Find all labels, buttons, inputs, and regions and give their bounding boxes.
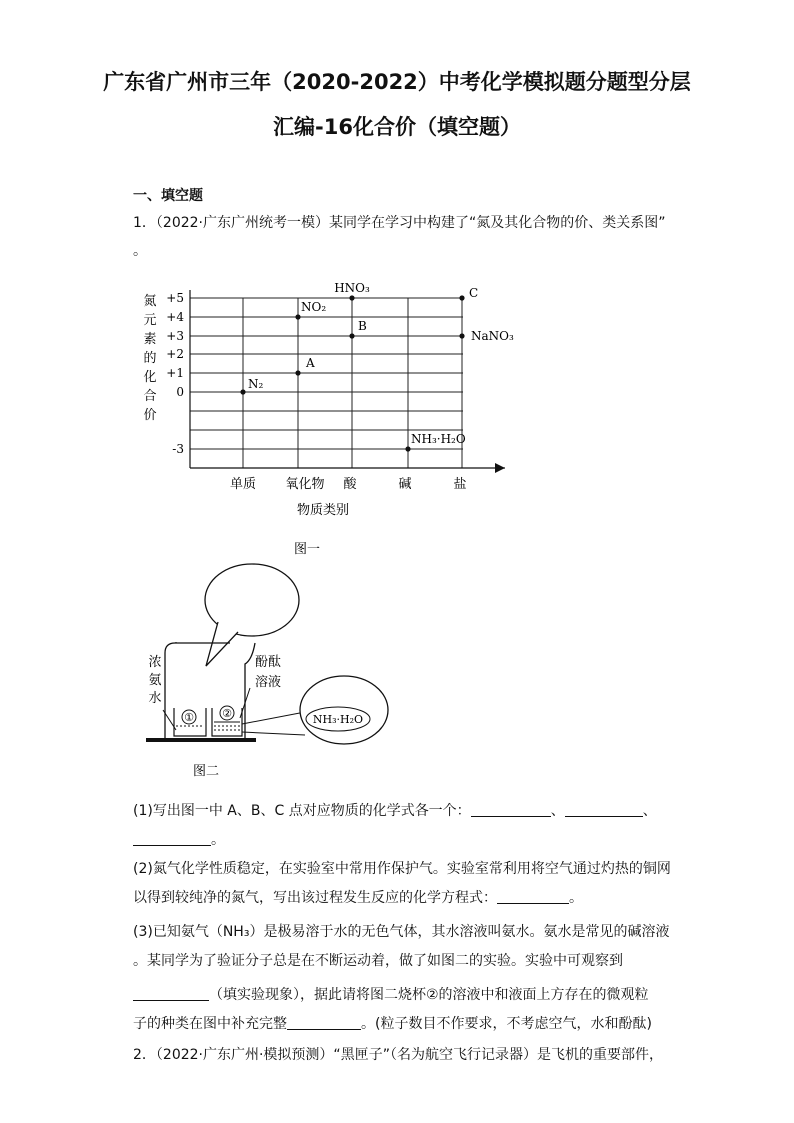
beaker-1-label: ① — [184, 711, 194, 724]
chart-yticks — [166, 291, 184, 456]
q1-part3-text3: （填实验现象），据此请将图二烧杯②的溶液中和液面上方存在的微观粒 — [209, 987, 649, 1003]
chart-points — [240, 281, 514, 452]
data-point-label: HNO₃ — [334, 281, 370, 295]
q1-part2-line2 — [133, 887, 583, 907]
y-tick-label: 0 — [176, 385, 184, 399]
data-point — [295, 314, 300, 319]
beaker-1 — [174, 708, 206, 736]
document-title-line2: 汇编-16化合价（填空题） — [273, 115, 521, 139]
data-point — [240, 389, 245, 394]
document-title-line1: 广东省广州市三年（2020-2022）中考化学模拟题分题型分层 — [103, 70, 691, 94]
phenolphthalein-label-line: 酚酞 — [254, 655, 282, 670]
q1-intro-line2: 。 — [133, 243, 147, 259]
y-tick-label: -3 — [172, 442, 184, 456]
section-heading: 一、填空题 — [133, 188, 203, 204]
beaker-2 — [212, 706, 242, 736]
q1-part3-end: 。(粒子数目不作要求，不考虑空气，水和酚酞) — [361, 1016, 652, 1032]
ylabel-char: 素 — [143, 332, 157, 347]
q1-part1-text: (1)写出图一中 A、B、C 点对应物质的化学式各一个： — [133, 803, 471, 819]
data-point-label: NO₂ — [301, 300, 327, 314]
x-category-label: 酸 — [343, 477, 357, 492]
figure2-caption: 图二 — [192, 764, 220, 779]
q1-part1-end: 。 — [211, 832, 225, 848]
q1-part3-text4: 子的种类在图中补充完整 — [133, 1016, 287, 1032]
q1-part3-line1: (3)已知氨气（NH₃）是极易溶于水的无色气体，其水溶液叫氨水。氨水是常见的碱溶液 — [133, 924, 670, 940]
data-point-label: B — [358, 319, 367, 333]
chart-xcategories — [230, 476, 467, 492]
data-point-label: C — [469, 286, 479, 300]
data-point — [459, 295, 464, 300]
apparatus-figure — [0, 560, 794, 780]
ammonia-label-char: 氨 — [148, 673, 162, 688]
base-plate — [146, 738, 256, 742]
answer-blank-b[interactable] — [565, 802, 643, 817]
y-tick-label: +3 — [166, 329, 184, 343]
q1-part1-cont — [133, 829, 225, 849]
beaker-2-label: ② — [222, 707, 232, 720]
ylabel-char: 化 — [143, 370, 157, 385]
y-tick-label: +5 — [166, 291, 184, 305]
x-axis-arrow — [495, 463, 505, 473]
ammonia-label — [148, 655, 161, 706]
x-category-label: 氧化物 — [285, 477, 325, 492]
q1-part2-text: 以得到较纯净的氮气，写出该过程发生反应的化学方程式： — [133, 890, 497, 906]
ylabel-char: 价 — [143, 408, 157, 423]
data-point-label: NH₃·H₂O — [411, 432, 466, 446]
ammonia-label-char: 水 — [148, 691, 162, 706]
q1-part2-line1: (2)氮气化学性质稳定，在实验室中常用作保护气。实验室常利用将空气通过灼热的铜网 — [133, 861, 671, 877]
chart-xlabel: 物质类别 — [296, 503, 350, 518]
q1-part3-line3 — [133, 984, 649, 1004]
data-point-label: N₂ — [248, 377, 264, 391]
answer-blank-c[interactable] — [133, 831, 211, 846]
q2-line1: 2．（2022·广东广州·模拟预测）“黑匣子”（名为航空飞行记录器）是飞机的重要部件， — [133, 1047, 663, 1063]
molecule-label: NH₃·H₂O — [312, 713, 364, 726]
figure1-caption: 图一 — [293, 542, 321, 557]
q1-part3-line4 — [133, 1013, 652, 1033]
q1-part3-line2: 。某同学为了验证分子总是在不断运动着，做了如图二的实验。实验中可观察到 — [133, 953, 623, 969]
answer-blank-equation[interactable] — [497, 889, 569, 904]
data-point-label: NaNO₃ — [471, 329, 514, 343]
data-point — [459, 333, 464, 338]
answer-blank-phenomenon[interactable] — [133, 986, 209, 1001]
answer-blank-a[interactable] — [471, 802, 551, 817]
data-point — [295, 370, 300, 375]
q1-part2-end: 。 — [569, 890, 583, 906]
ylabel-char: 的 — [143, 351, 157, 366]
ylabel-char: 元 — [143, 313, 157, 328]
y-tick-label: +4 — [166, 310, 184, 324]
data-point — [349, 295, 354, 300]
y-tick-label: +1 — [166, 366, 184, 380]
x-category-label: 碱 — [398, 477, 412, 492]
x-category-label: 单质 — [229, 477, 257, 492]
x-category-label: 盐 — [453, 477, 467, 492]
q1-intro-line1: 1．（2022·广东广州统考一模）某同学在学习中构建了“氮及其化合物的价、类关系图” — [133, 215, 666, 231]
phenolphthalein-label — [255, 654, 281, 690]
data-point-label: A — [306, 356, 315, 370]
data-point — [405, 446, 410, 451]
chart-ylabel — [143, 294, 156, 423]
q1-part1-sep1: 、 — [550, 803, 565, 819]
phenolphthalein-label-line: 溶液 — [254, 675, 282, 690]
ylabel-char: 合 — [143, 389, 157, 404]
q1-part1-sep2: 、 — [642, 803, 657, 819]
y-tick-label: +2 — [166, 347, 184, 361]
ylabel-char: 氮 — [143, 294, 157, 309]
data-point — [349, 333, 354, 338]
answer-blank-particles[interactable] — [287, 1015, 361, 1030]
q1-part1 — [133, 800, 657, 820]
ammonia-label-char: 浓 — [148, 655, 162, 670]
